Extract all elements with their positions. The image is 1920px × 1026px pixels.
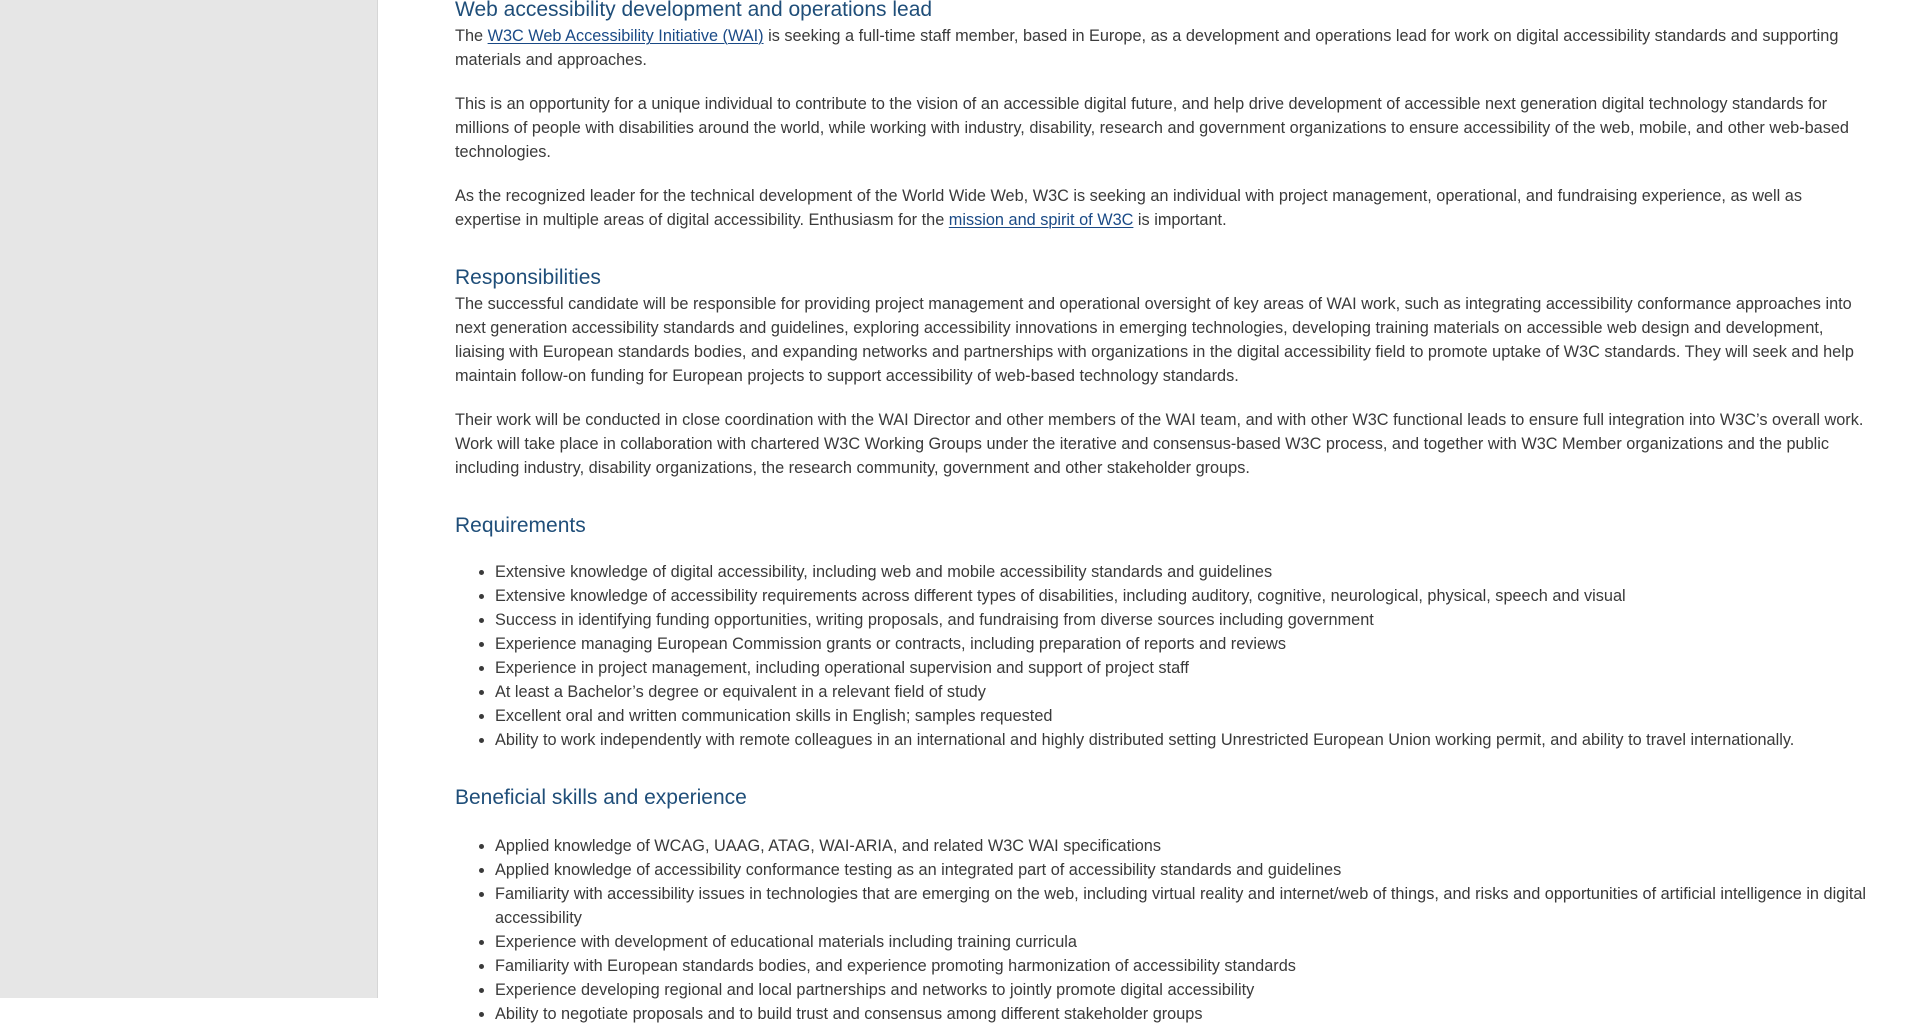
list-item: • Familiarity with European standards bodies, and experience promoting harmonization of accessibility standards <box>495 954 1870 978</box>
job-title-heading: Web accessibility development and operations lead <box>455 0 933 21</box>
beneficial-list <box>455 834 1870 1026</box>
list-item: • Familiarity with accessibility issues in technologies that are emerging on the web, including virtual reality and internet/web of things, and risks and opportunities of artificial intelligence in digital accessibility <box>495 882 1870 930</box>
beneficial-heading: Beneficial skills and experience <box>455 786 747 809</box>
list-item: • Excellent oral and written communication skills in English; samples requested <box>495 704 1870 728</box>
leader-text-before: As the recognized leader for the technical development of the World Wide Web, W3C is seeking an individual with project management, operational, and fundraising experience, as well as expertise in multiple areas of digital accessibility. Enthusiasm for the <box>455 187 1802 229</box>
list-item: • Extensive knowledge of digital accessibility, including web and mobile accessibility standards and guidelines <box>495 560 1870 584</box>
opportunity-paragraph: This is an opportunity for a unique individual to contribute to the vision of an accessible digital future, and help drive development of accessible next generation digital technology standards for millions of people with disabilities around the world, while working with industry, disability, research and government organizations to ensure accessibility of the web, mobile, and other web-based technologies. <box>455 95 1849 161</box>
sidebar-panel <box>0 0 378 998</box>
intro-text-before: The <box>455 27 488 45</box>
intro-text-after: is seeking a full-time staff member, based in Europe, as a development and operations lead for work on digital accessibility standards and supporting materials and approaches. <box>455 27 1839 69</box>
list-item: • Applied knowledge of WCAG, UAAG, ATAG, WAI-ARIA, and related W3C WAI specifications <box>495 834 1870 858</box>
list-item: • Success in identifying funding opportunities, writing proposals, and fundraising from diverse sources including government <box>495 608 1870 632</box>
list-item: • Extensive knowledge of accessibility requirements across different types of disabilities, including auditory, cognitive, neurological, physical, speech and visual <box>495 584 1870 608</box>
list-item: • At least a Bachelor’s degree or equivalent in a relevant field of study <box>495 680 1870 704</box>
list-item: • Experience with development of educational materials including training curricula <box>495 930 1870 954</box>
responsibilities-heading: Responsibilities <box>455 266 601 289</box>
responsibilities-paragraph-2: Their work will be conducted in close coordination with the WAI Director and other members of the WAI team, and with other W3C functional leads to ensure full integration into W3C’s overall work. Work will take place in collaboration with chartered W3C Working Groups under the iterative and consensus-based W3C process, and together with W3C Member organizations and the public including industry, disability organizations, the research community, government and other stakeholder groups. <box>455 411 1864 477</box>
requirements-list <box>455 560 1870 752</box>
list-item: • Experience in project management, including operational supervision and support of project staff <box>495 656 1870 680</box>
main-content <box>455 0 1870 1026</box>
list-item: • Experience managing European Commission grants or contracts, including preparation of reports and reviews <box>495 632 1870 656</box>
list-item: • Experience developing regional and local partnerships and networks to jointly promote digital accessibility <box>495 978 1870 1002</box>
responsibilities-paragraph-1: The successful candidate will be responsible for providing project management and operational oversight of key areas of WAI work, such as integrating accessibility conformance approaches into next generation accessibility standards and guidelines, exploring accessibility innovations in emerging technologies, developing training materials on accessible web design and development, liaising with European standards bodies, and expanding networks and partnerships with organizations in the digital accessibility field to promote uptake of W3C standards. They will seek and help maintain follow-on funding for European projects to support accessibility of web-based technology standards. <box>455 295 1854 385</box>
wai-link[interactable]: W3C Web Accessibility Initiative (WAI) <box>487 27 764 45</box>
mission-link[interactable]: mission and spirit of W3C <box>948 211 1134 229</box>
requirements-heading: Requirements <box>455 514 586 537</box>
intro-paragraph <box>455 24 1870 72</box>
leader-text-after: is important. <box>1133 211 1227 229</box>
list-item: • Applied knowledge of accessibility conformance testing as an integrated part of accessibility standards and guidelines <box>495 858 1870 882</box>
list-item: • Ability to negotiate proposals and to build trust and consensus among different stakeholder groups <box>495 1002 1870 1026</box>
leader-paragraph <box>455 184 1870 232</box>
list-item: • Ability to work independently with remote colleagues in an international and highly distributed setting Unrestricted European Union working permit, and ability to travel internationally. <box>495 728 1870 752</box>
